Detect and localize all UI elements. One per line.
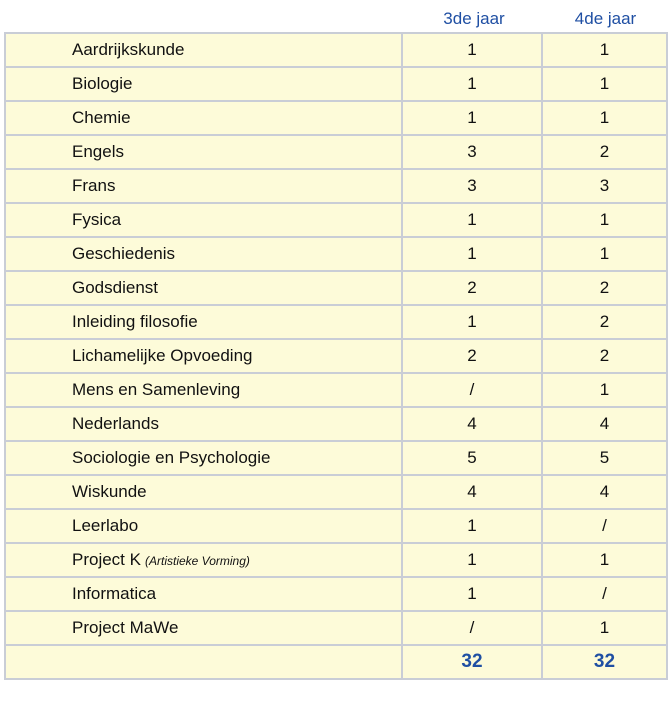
hours-4de-jaar: 4 [542, 475, 667, 509]
subject-cell [5, 135, 402, 169]
hours-4de-jaar: 1 [542, 33, 667, 67]
subject-name: Lichamelijke Opvoeding [72, 346, 253, 365]
subject-name: Godsdienst [72, 278, 158, 297]
hours-3de-jaar: 4 [402, 407, 542, 441]
hours-3de-jaar: 1 [402, 203, 542, 237]
table-row [5, 169, 667, 203]
hours-4de-jaar: 1 [542, 203, 667, 237]
total-3de-jaar: 32 [402, 645, 542, 679]
hours-4de-jaar: 1 [542, 373, 667, 407]
table-row [5, 101, 667, 135]
table-row [5, 135, 667, 169]
hours-3de-jaar: 1 [402, 305, 542, 339]
header-3de-jaar: 3de jaar [443, 9, 505, 28]
hours-3de-jaar: 2 [402, 271, 542, 305]
subject-cell [5, 271, 402, 305]
hours-4de-jaar: 5 [542, 441, 667, 475]
subject-cell [5, 169, 402, 203]
total-4de-jaar: 32 [542, 645, 667, 679]
subject-cell [5, 339, 402, 373]
table-row [5, 271, 667, 305]
hours-4de-jaar: / [542, 577, 667, 611]
table-row [5, 339, 667, 373]
subject-cell [5, 543, 402, 577]
subject-name: Aardrijkskunde [72, 40, 185, 59]
hours-3de-jaar: 1 [402, 577, 542, 611]
hours-4de-jaar: 1 [542, 101, 667, 135]
subject-cell [5, 509, 402, 543]
subject-cell [5, 475, 402, 509]
hours-3de-jaar: 1 [402, 33, 542, 67]
subject-name: Sociologie en Psychologie [72, 448, 271, 467]
subject-cell [5, 407, 402, 441]
subject-cell [5, 577, 402, 611]
hours-3de-jaar: / [402, 373, 542, 407]
table-body [5, 33, 667, 679]
table-row [5, 475, 667, 509]
subject-note: (Artistieke Vorming) [144, 554, 250, 568]
hours-3de-jaar: 3 [402, 135, 542, 169]
hours-3de-jaar: 2 [402, 339, 542, 373]
subject-name: Project K [72, 550, 141, 569]
hours-4de-jaar: 2 [542, 135, 667, 169]
subject-name: Biologie [72, 74, 133, 93]
hours-3de-jaar: 1 [402, 543, 542, 577]
table-row [5, 305, 667, 339]
table-row [5, 203, 667, 237]
table-row [5, 407, 667, 441]
subject-cell [5, 101, 402, 135]
hours-3de-jaar: 1 [402, 509, 542, 543]
hours-3de-jaar: 3 [402, 169, 542, 203]
subject-name: Project MaWe [72, 618, 179, 637]
subject-name: Fysica [72, 210, 122, 229]
subject-name: Wiskunde [72, 482, 147, 501]
hours-4de-jaar: 2 [542, 339, 667, 373]
hours-4de-jaar: / [542, 509, 667, 543]
table-row [5, 543, 667, 577]
hours-4de-jaar: 2 [542, 305, 667, 339]
subject-name: Inleiding filosofie [72, 312, 198, 331]
hours-3de-jaar: 5 [402, 441, 542, 475]
subject-name: Geschiedenis [72, 244, 176, 263]
subject-cell [5, 305, 402, 339]
subject-name: Chemie [72, 108, 131, 127]
totals-label-cell [5, 645, 402, 679]
table-row [5, 33, 667, 67]
subject-cell [5, 203, 402, 237]
column-header [0, 0, 671, 32]
hours-4de-jaar: 2 [542, 271, 667, 305]
subject-name: Engels [72, 142, 124, 161]
table-row [5, 67, 667, 101]
lesson-hours-table [4, 32, 668, 680]
table-row [5, 577, 667, 611]
subject-cell [5, 33, 402, 67]
table-row [5, 509, 667, 543]
subject-cell [5, 237, 402, 271]
hours-4de-jaar: 1 [542, 611, 667, 645]
hours-3de-jaar: 1 [402, 237, 542, 271]
table-row [5, 237, 667, 271]
subject-cell [5, 441, 402, 475]
hours-3de-jaar: 1 [402, 67, 542, 101]
hours-4de-jaar: 1 [542, 543, 667, 577]
subject-name: Leerlabo [72, 516, 139, 535]
table-row [5, 611, 667, 645]
hours-4de-jaar: 4 [542, 407, 667, 441]
hours-3de-jaar: / [402, 611, 542, 645]
subject-name: Nederlands [72, 414, 159, 433]
hours-3de-jaar: 1 [402, 101, 542, 135]
subject-name: Mens en Samenleving [72, 380, 241, 399]
hours-4de-jaar: 3 [542, 169, 667, 203]
totals-row [5, 645, 667, 679]
subject-name: Informatica [72, 584, 157, 603]
table-row [5, 373, 667, 407]
hours-4de-jaar: 1 [542, 67, 667, 101]
hours-4de-jaar: 1 [542, 237, 667, 271]
subject-cell [5, 373, 402, 407]
subject-cell [5, 67, 402, 101]
header-4de-jaar: 4de jaar [574, 9, 637, 28]
hours-3de-jaar: 4 [402, 475, 542, 509]
table-row [5, 441, 667, 475]
subject-cell [5, 611, 402, 645]
subject-name: Frans [72, 176, 116, 195]
